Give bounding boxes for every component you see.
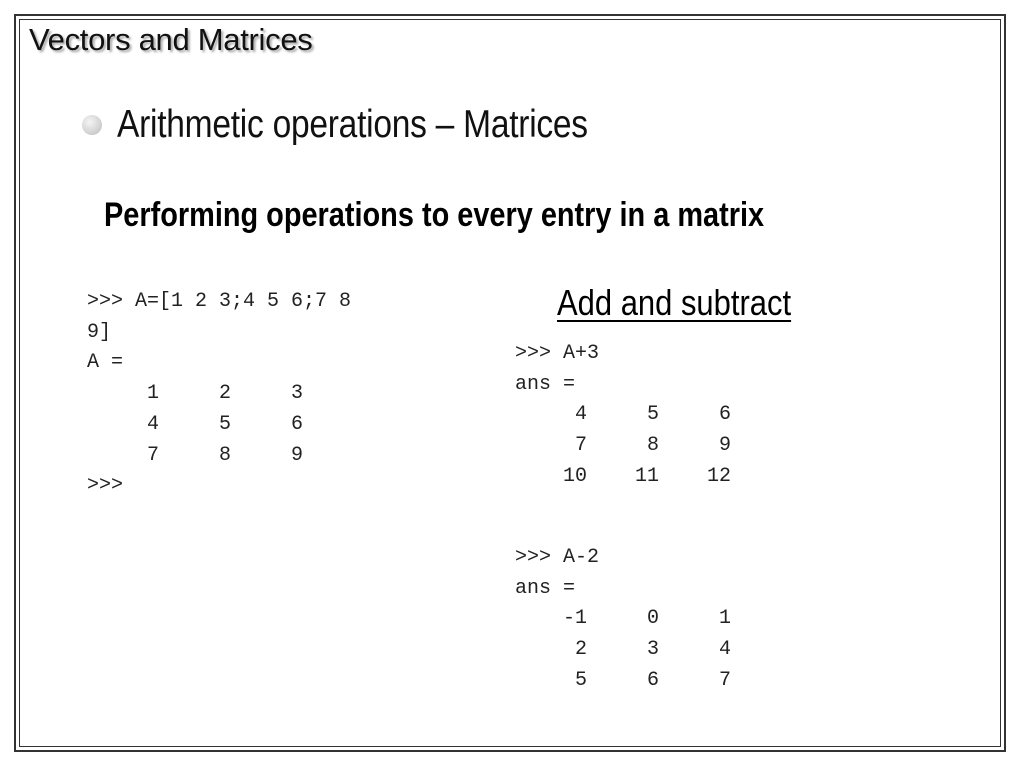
subheading: Performing operations to every entry in a matrix xyxy=(104,196,765,234)
code-block-subtract: >>> A-2 ans = -1 0 1 2 3 4 5 6 7 xyxy=(515,546,732,692)
code-block-add: >>> A+3 ans = 4 5 6 7 8 9 10 11 12 xyxy=(515,342,732,488)
slide-title: Vectors and Matrices xyxy=(29,22,313,57)
add-subtract-label: Add and subtract xyxy=(557,282,792,323)
bullet-dot-icon xyxy=(82,115,102,135)
bullet-item xyxy=(82,103,664,147)
code-block-matrix-definition: >>> A=[1 2 3;4 5 6;7 8 9] A = 1 2 3 4 5 6 7 8 9 >>> xyxy=(87,290,352,498)
bullet-text: Arithmetic operations – Matrices xyxy=(117,103,588,146)
